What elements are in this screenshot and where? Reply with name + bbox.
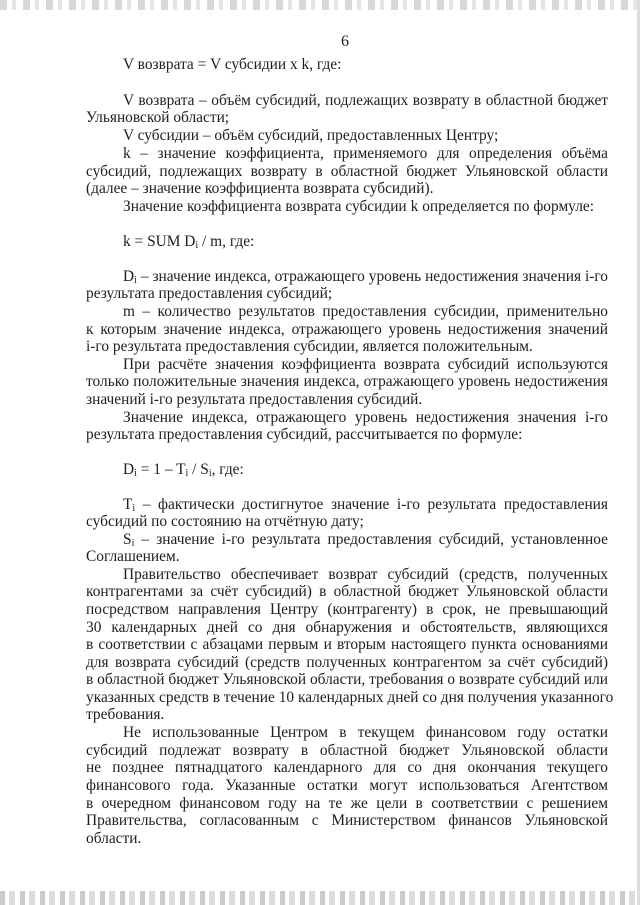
formula-subscript: i (131, 538, 135, 549)
formula-subscript: i (208, 468, 212, 479)
text-line: в областной бюджет Ульяновской области, требования о возврате субсидий или (86, 671, 608, 688)
text-line: значений i-го результата предоставления субсидий. (86, 391, 423, 408)
text-line: Не использованные Центром в текущем финансовом году остатки (123, 724, 608, 741)
formula-text: D (123, 461, 135, 478)
formula-text: , где: (211, 461, 244, 478)
formula-text: / S (188, 461, 209, 478)
formula-k (123, 233, 254, 254)
text-line: 30 календарных дней со дня обнаружения и обстоятельств, являющихся (86, 619, 608, 636)
text-line: в очередном финансовом году на те же цели в соответствии с решением (86, 795, 608, 812)
text-line: субсидий подлежат возврату в областной бюджет Ульяновской области (86, 742, 608, 759)
text-line: результата предоставления субсидий, рассчитывается по формуле: (86, 426, 523, 443)
formula-subscript: i (195, 240, 199, 251)
text-line: области. (86, 830, 142, 847)
formula-text: S (123, 531, 132, 548)
text-line: Соглашением. (86, 548, 180, 565)
formula-text: – значение индекса, отражающего уровень недостижения значения i-го (136, 268, 608, 285)
formula-text: k = SUM D (123, 233, 196, 250)
page-number: 6 (341, 33, 349, 50)
formula-text: D (123, 268, 135, 285)
formula-subscript: i (134, 468, 137, 479)
formula-v-return: V возврата = V субсидии x k, где: (123, 56, 342, 73)
formula-subscript: i (185, 468, 189, 479)
text-line: Правительства, согласованным с Министерством финансов Ульяновской (86, 812, 608, 829)
text-line: для возврата субсидий (средств полученных контрагентом за счёт субсидий) (86, 654, 608, 671)
text-line: посредством направления Центру (контрагенту) в срок, не превышающий (86, 601, 608, 618)
text-line: V субсидии – объём субсидий, предоставленных Центру; (123, 127, 499, 144)
formula-text: T (123, 496, 133, 513)
formula-text: – фактически достигнутое значение i-го результата предоставления (135, 496, 608, 513)
formula-subscript: i (132, 503, 136, 514)
text-line: Ульяновской области; (86, 109, 230, 126)
scan-top-edge (0, 0, 640, 10)
text-line: финансового года. Указанные остатки могут использоваться Агентством (86, 777, 608, 794)
text-line: указанных средств в течение 10 календарных дней со дня получения указанного (86, 689, 614, 706)
text-line: V возврата – объём субсидий, подлежащих возврату в областной бюджет (123, 92, 608, 109)
text-line: требования. (86, 706, 165, 723)
text-line: (далее – значение коэффициента возврата субсидий). (86, 180, 434, 197)
formula-d (123, 461, 244, 482)
text-line: не позднее пятнадцатого календарного для со дня окончания текущего (86, 759, 608, 776)
text-line: только положительные значения индекса, отражающего уровень недостижения (86, 373, 608, 390)
formula-text: / m, где: (198, 233, 255, 250)
text-line: k – значение коэффициента, применяемого для определения объёма (123, 145, 608, 162)
formula-text: = 1 – T (136, 461, 186, 478)
text-line: в соответствии с абзацами первым и вторым настоящего пункта основаниями (86, 636, 608, 653)
text-line: результата предоставления субсидий; (86, 285, 333, 302)
text-line: При расчёте значения коэффициента возврата субсидий используются (123, 356, 608, 373)
text-line: субсидий, подлежащих возврату в областной бюджет Ульяновской области (86, 163, 608, 180)
text-line: Значение индекса, отражающего уровень недостижения значения i-го (123, 409, 608, 426)
text-line: Значение коэффициента возврата субсидии k определяется по формуле: (123, 198, 594, 215)
formula-text: – значение i-го результата предоставления субсидий, установленное (134, 531, 608, 548)
scan-bottom-edge (0, 891, 640, 905)
text-line: m – количество результатов предоставления субсидии, применительно (123, 303, 608, 320)
text-line: контрагентами за счёт субсидий) в областной бюджет Ульяновской области (86, 583, 608, 600)
text-line: Правительство обеспечивает возврат субсидий (средств, полученных (123, 566, 608, 583)
text-line: субсидий по состоянию на отчётную дату; (86, 513, 364, 530)
text-line: к которым значение индекса, отражающего уровень недостижения значений (86, 321, 608, 338)
formula-subscript: i (134, 275, 137, 286)
text-line: i-го результата предоставления субсидии, является положительным. (86, 338, 533, 355)
